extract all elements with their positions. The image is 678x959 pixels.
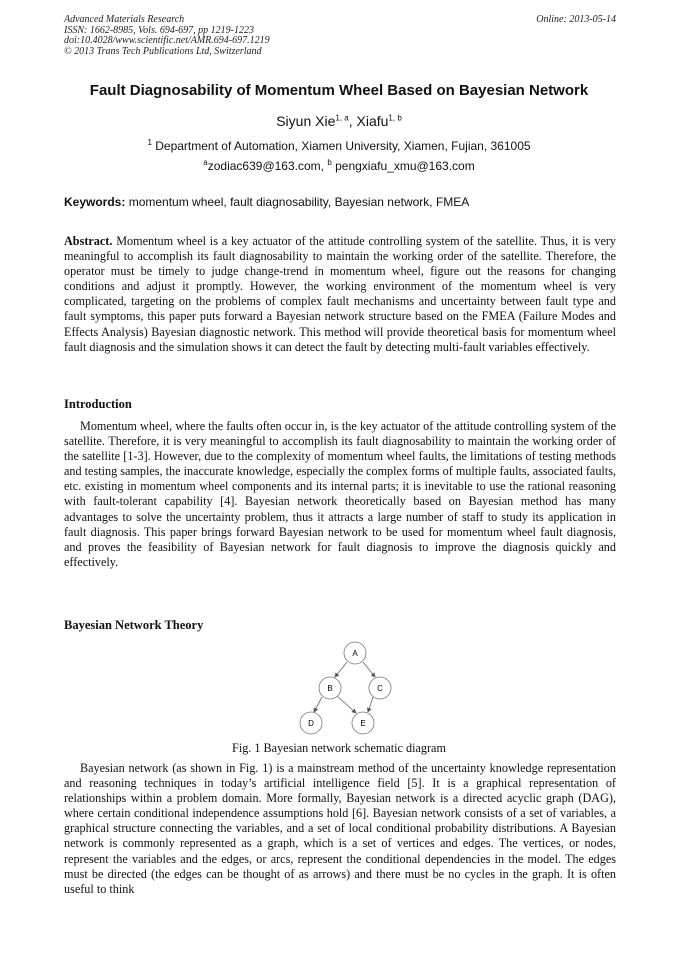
node-d-label: D xyxy=(308,719,314,728)
paper-title: Fault Diagnosability of Momentum Wheel Based on Bayesian Network xyxy=(89,82,589,99)
keywords-label: Keywords: xyxy=(64,195,126,209)
edge-a-c xyxy=(363,662,375,677)
journal-header xyxy=(64,15,616,57)
node-a-label: A xyxy=(352,649,358,658)
node-b-label: B xyxy=(327,684,333,693)
edge-b-d xyxy=(314,697,322,712)
email-address[interactable]: pengxiafu_xmu@163.com xyxy=(331,159,475,173)
online-date: Online: 2013-05-14 xyxy=(536,14,616,25)
edge-c-e xyxy=(368,697,373,712)
author-superscript: 1, b xyxy=(388,113,402,123)
author-line xyxy=(0,113,678,129)
bayesian-network-paragraph: Bayesian network (as shown in Fig. 1) is a mainstream method of the uncertainty knowledge representation and reasoning techniques in today’s artificial intelligence field [5]. It is a graphical representation of relationships within a problem domain. More formally, Bayesian network is a directed acyclic graph (DAG), where certain conditional independence assumptions hold [6]. Bayesian network consists of a set of variables, a graphical structure connecting the variables, and a set of local conditional probability distributions. A Bayesian network is commonly represented as a graph, which is a set of vertices and edges. The vertices, or nodes, represent the variables and the edges, or arcs, represent the conditional dependencies in the model. The edges must be directed (the edges can be thought of as arrows) and there must be no cycles in the graph. It is often useful to think xyxy=(64,761,616,896)
abstract-label: Abstract. xyxy=(64,234,113,248)
node-c-label: C xyxy=(377,684,383,693)
email-superscript: a xyxy=(203,158,208,167)
email-superscript: b xyxy=(327,158,332,167)
abstract xyxy=(64,234,616,355)
copyright: © 2013 Trans Tech Publications Ltd, Switzerland xyxy=(64,45,262,57)
introduction-paragraph: Momentum wheel, where the faults often occur in, is the key actuator of the attitude controlling system of the satellite. Therefore, it is very meaningful to accomplish its fault diagnosability to maintain the working order of the satellite [1-3]. However, due to the complexity of momentum wheel faults, the limitations of testing methods and testing samples, the inaccurate knowledge, especially the complex forms of multiple faults, associated faults, etc. existing in momentum wheel components and its internal parts; it is inevitable to use the rational reasoning with fault-tolerant capability [4]. Bayesian network theoretically based on Bayesian method has many advantages to solve the uncertainty problem, thus it attracts a large number of staff to study its application in fault diagnosis. This paper brings forward Bayesian network to be used for momentum wheel fault diagnosis, and proves the feasibility of Bayesian network for fault diagnosis to improve the diagnosis quickly and effectively. xyxy=(64,419,616,569)
affiliation-text: Department of Automation, Xiamen University, Xiamen, Fujian, 361005 xyxy=(151,139,531,153)
affiliation xyxy=(0,139,678,153)
affiliation-superscript: 1 xyxy=(147,138,152,147)
edge-b-e xyxy=(337,696,356,713)
email-line xyxy=(0,159,678,173)
figure-caption: Fig. 1 Bayesian network schematic diagram xyxy=(232,741,446,755)
bayesian-network-diagram xyxy=(298,640,398,740)
node-e-label: E xyxy=(360,719,366,728)
author-superscript: 1, a xyxy=(335,113,349,123)
author-separator: , xyxy=(348,113,357,129)
keywords xyxy=(64,195,616,209)
email-address[interactable]: zodiac639@163.com, xyxy=(207,159,328,173)
keywords-text: momentum wheel, fault diagnosability, Bayesian network, FMEA xyxy=(125,195,470,209)
edge-a-b xyxy=(335,662,347,677)
section-heading-bayesian-network-theory: Bayesian Network Theory xyxy=(64,618,204,632)
journal-name: Advanced Materials Research xyxy=(64,14,185,25)
doi: doi:10.4028/www.scientific.net/AMR.694-697.1219 xyxy=(64,35,270,47)
abstract-text: Momentum wheel is a key actuator of the attitude controlling system of the satellite. Thus, it is very meaningful to accomplish its fault diagnosability to maintain the working order of the satellite. Therefore, the operator must be timely to judge change-trend in momentum wheel, figure out the reasons for changing conditions and adjust it promptly. However, the working environment of the momentum wheel is very complicated, targeting on the problems of complex fault mechanisms and uncertainty between fault type and fault symptoms, this paper puts forward a Bayesian network structure based on the FMEA (Failure Modes and Effects Analysis) Bayesian diagnostic network. This method will provide theoretical basis for momentum wheel fault diagnosis and the simulation shows it can detect the fault by detecting multi-fault variables effectively. xyxy=(64,234,616,354)
author-name: Siyun Xie xyxy=(276,113,336,129)
section-heading-introduction: Introduction xyxy=(64,397,132,411)
author-name: Xiafu xyxy=(356,113,389,129)
issn: ISSN: 1662-8985, Vols. 694-697, pp 1219-1223 xyxy=(64,24,254,36)
